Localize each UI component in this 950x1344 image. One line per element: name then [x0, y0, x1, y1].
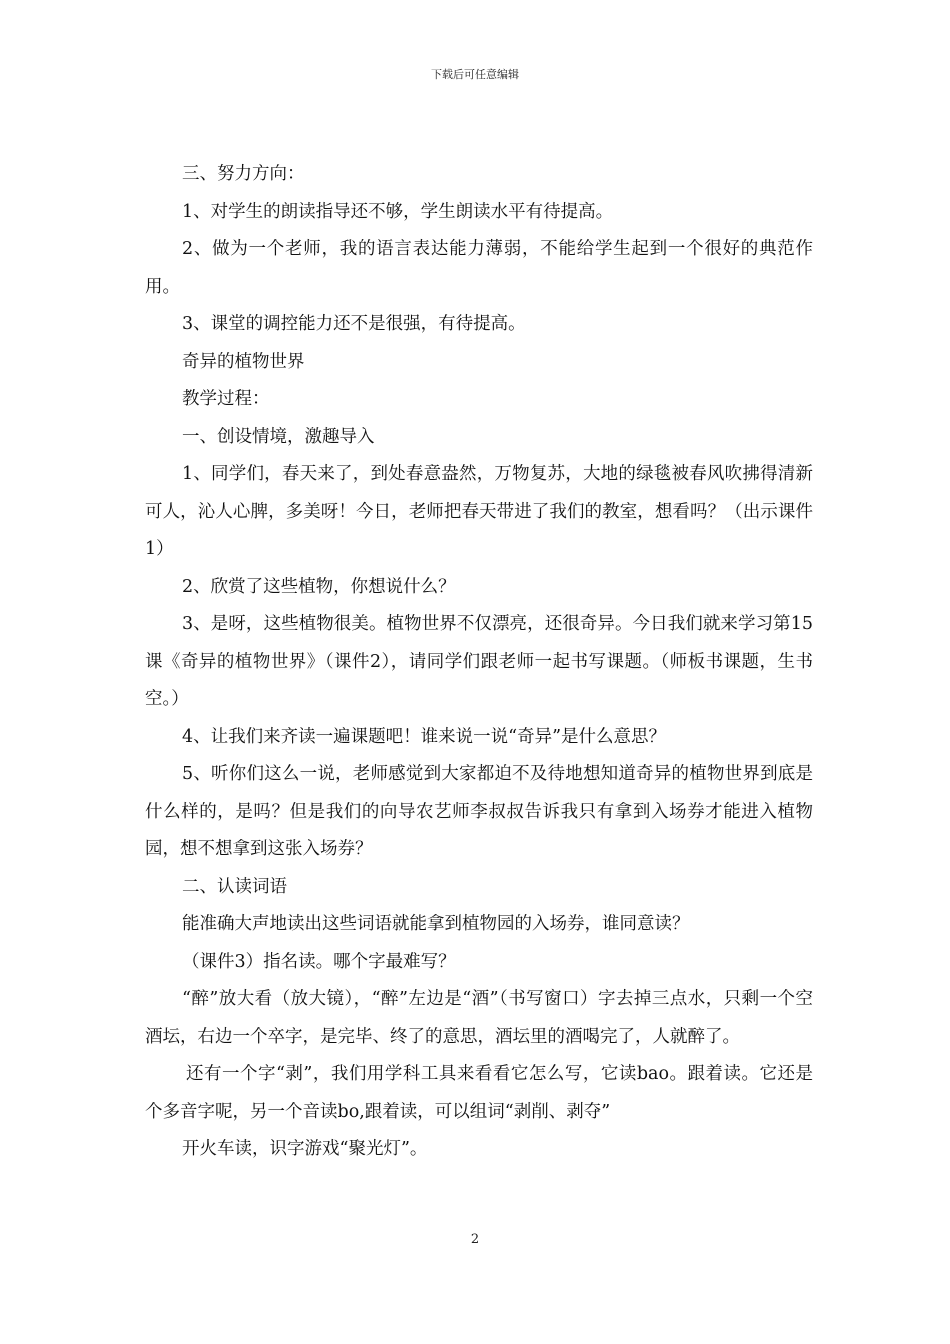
paragraph-3: 3、课堂的调控能力还不是很强，有待提高。	[182, 314, 526, 334]
paragraph-7: 1、同学们，春天来了，到处春意盎然，万物复苏，大地的绿毯被春风吹拂得清新可人，沁人心脾，多美呀！今日，老师把春天带进了我们的教室，想看吗？（出示课件1）	[145, 464, 813, 559]
paragraph-1: 1、对学生的朗读指导还不够，学生朗读水平有待提高。	[182, 201, 614, 222]
paragraph-11: 5、听你们这么一说，老师感觉到大家都迫不及待地想知道奇异的植物世界到底是什么样的，是吗？但是我们的向导农艺师李叔叔告诉我只有拿到入场券才能进入植物园，想不想拿到这张入场券？	[145, 764, 813, 859]
paragraph-16: 还有一个字“剥”，我们用学科工具来看看它怎么写，它读bao。跟着读。它还是个多音字呢，另一个音读bo,跟着读，可以组词“剥削、剥夺”	[145, 1064, 813, 1122]
paragraph-6: 一、创设情境，激趣导入	[182, 426, 375, 447]
page-number: 2	[470, 1232, 480, 1247]
section-title: 奇异的植物世界	[182, 351, 305, 372]
document-body	[145, 156, 813, 1169]
paragraph-5: 教学过程：	[182, 389, 270, 409]
paragraph-0: 三、努力方向：	[182, 164, 305, 184]
paragraph-8: 2、欣赏了这些植物，你想说什么？	[182, 576, 456, 597]
paragraph-12: 二、认读词语	[182, 876, 287, 897]
paragraph-14: （课件3）指名读。哪个字最难写？	[182, 951, 456, 972]
page-header: 下载后可任意编辑	[431, 68, 519, 81]
paragraph-17: 开火车读，识字游戏“聚光灯”。	[182, 1139, 428, 1159]
paragraph-10: 4、让我们来齐读一遍课题吧！谁来说一说“奇异”是什么意思？	[182, 726, 667, 747]
paragraph-15: “醉”放大看（放大镜），“醉”左边是“酒”（书写窗口）字去掉三点水，只剩一个空酒坛，右边一个卒字，是完毕、终了的意思，酒坛里的酒喝完了，人就醉了。	[145, 989, 813, 1047]
paragraph-2: 2、做为一个老师，我的语言表达能力薄弱，不能给学生起到一个很好的典范作用。	[145, 239, 813, 297]
paragraph-13: 能准确大声地读出这些词语就能拿到植物园的入场券，谁同意读？	[182, 914, 690, 934]
paragraph-9: 3、是呀，这些植物很美。植物世界不仅漂亮，还很奇异。今日我们就来学习第15课《奇异的植物世界》（课件2），请同学们跟老师一起书写课题。（师板书课题，生书空。）	[145, 614, 813, 709]
